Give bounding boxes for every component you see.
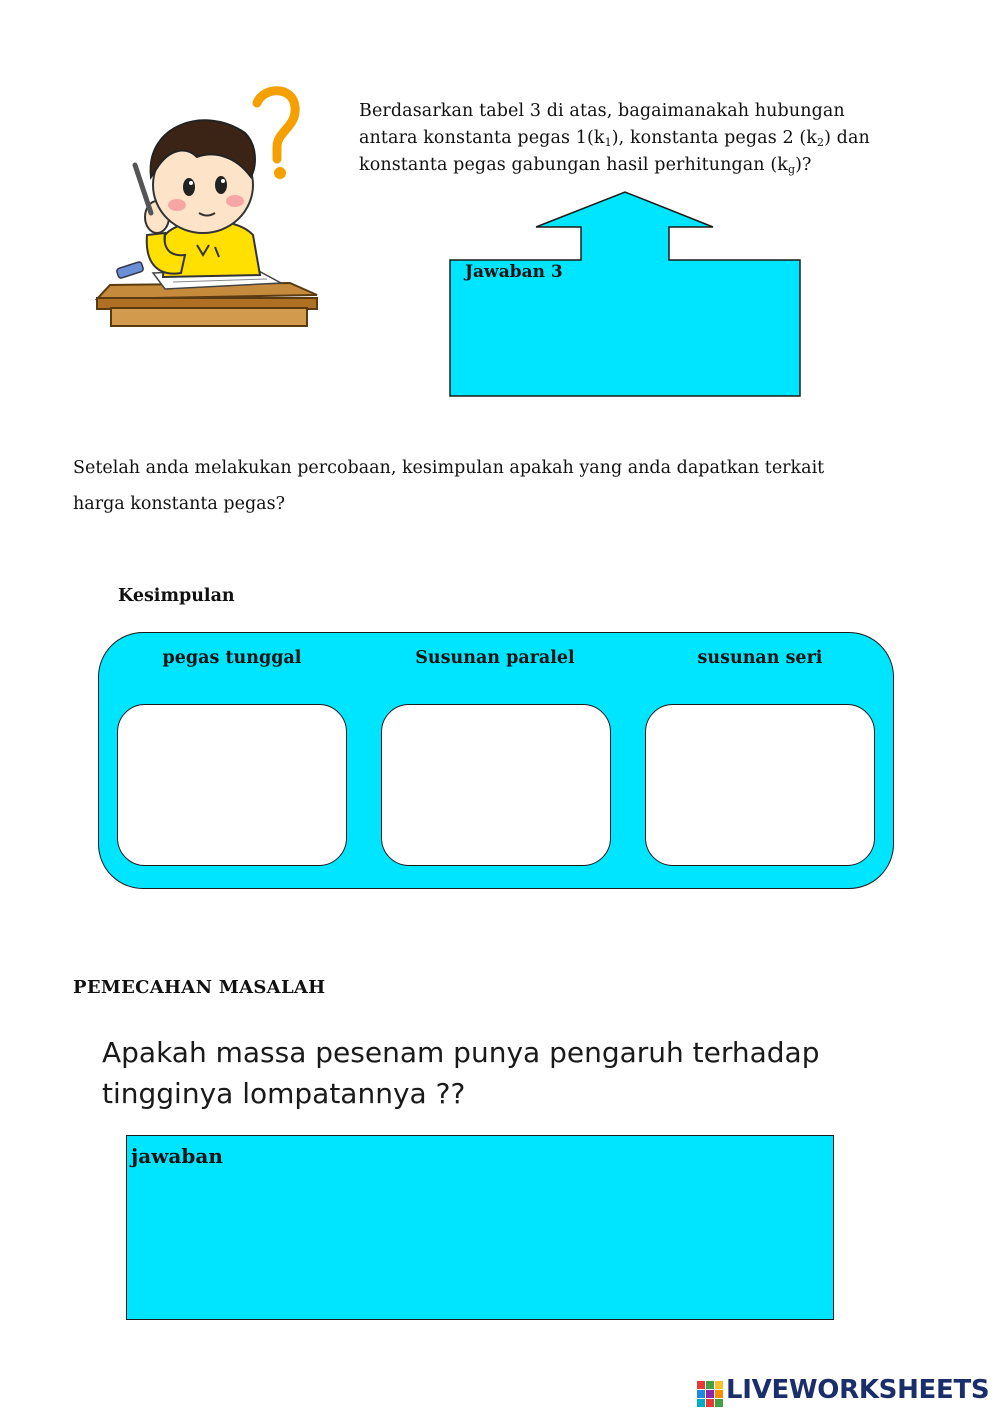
problem-solving-heading: PEMECAHAN MASALAH bbox=[73, 977, 326, 998]
liveworksheets-brand[interactable]: LIVEWORKSHEETS bbox=[726, 1375, 990, 1405]
problem-question-line-1: Apakah massa pesenam punya pengaruh terhadap bbox=[102, 1036, 820, 1069]
problem-answer-label: jawaban bbox=[131, 1144, 223, 1168]
question-mark-icon bbox=[257, 91, 295, 159]
single-spring-answer-box bbox=[117, 704, 347, 866]
problem-question-line-2: tingginya lompatannya ?? bbox=[102, 1077, 466, 1110]
series-arrangement-title: susunan seri bbox=[697, 648, 823, 668]
answer-3-input[interactable] bbox=[462, 290, 791, 390]
parallel-answer-input[interactable] bbox=[396, 715, 600, 859]
single-spring-title: pegas tunggal bbox=[162, 648, 302, 668]
question-3-line-2: antara konstanta pegas $1(k_1)$, konstanta pegas 2 $(k_2)$ dan bbox=[359, 128, 870, 149]
conclusion-label: Kesimpulan bbox=[118, 586, 235, 606]
problem-answer-input[interactable] bbox=[134, 1178, 828, 1312]
series-answer-box bbox=[645, 704, 875, 866]
single-spring-answer-input[interactable] bbox=[132, 715, 336, 859]
conclusion-question-line-2: harga konstanta pegas? bbox=[73, 494, 285, 514]
question-3-line-3: konstanta pegas gabungan hasil perhitungan $(k_g)$? bbox=[359, 155, 812, 176]
parallel-arrangement-title: Susunan paralel bbox=[415, 648, 575, 668]
thinking-student-illustration bbox=[85, 85, 335, 360]
liveworksheets-logo-icon bbox=[697, 1381, 723, 1407]
question-3-line-1: Berdasarkan tabel 3 di atas, bagaimanakah hubungan bbox=[359, 101, 845, 121]
question-3-text bbox=[359, 98, 939, 179]
conclusion-question bbox=[73, 450, 933, 522]
conclusion-question-line-1: Setelah anda melakukan percobaan, kesimpulan apakah yang anda dapatkan terkait bbox=[73, 458, 825, 478]
problem-solving-question bbox=[102, 1032, 922, 1114]
answer-3-label: Jawaban 3 bbox=[465, 262, 563, 282]
series-answer-input[interactable] bbox=[660, 715, 864, 859]
parallel-answer-box bbox=[381, 704, 611, 866]
